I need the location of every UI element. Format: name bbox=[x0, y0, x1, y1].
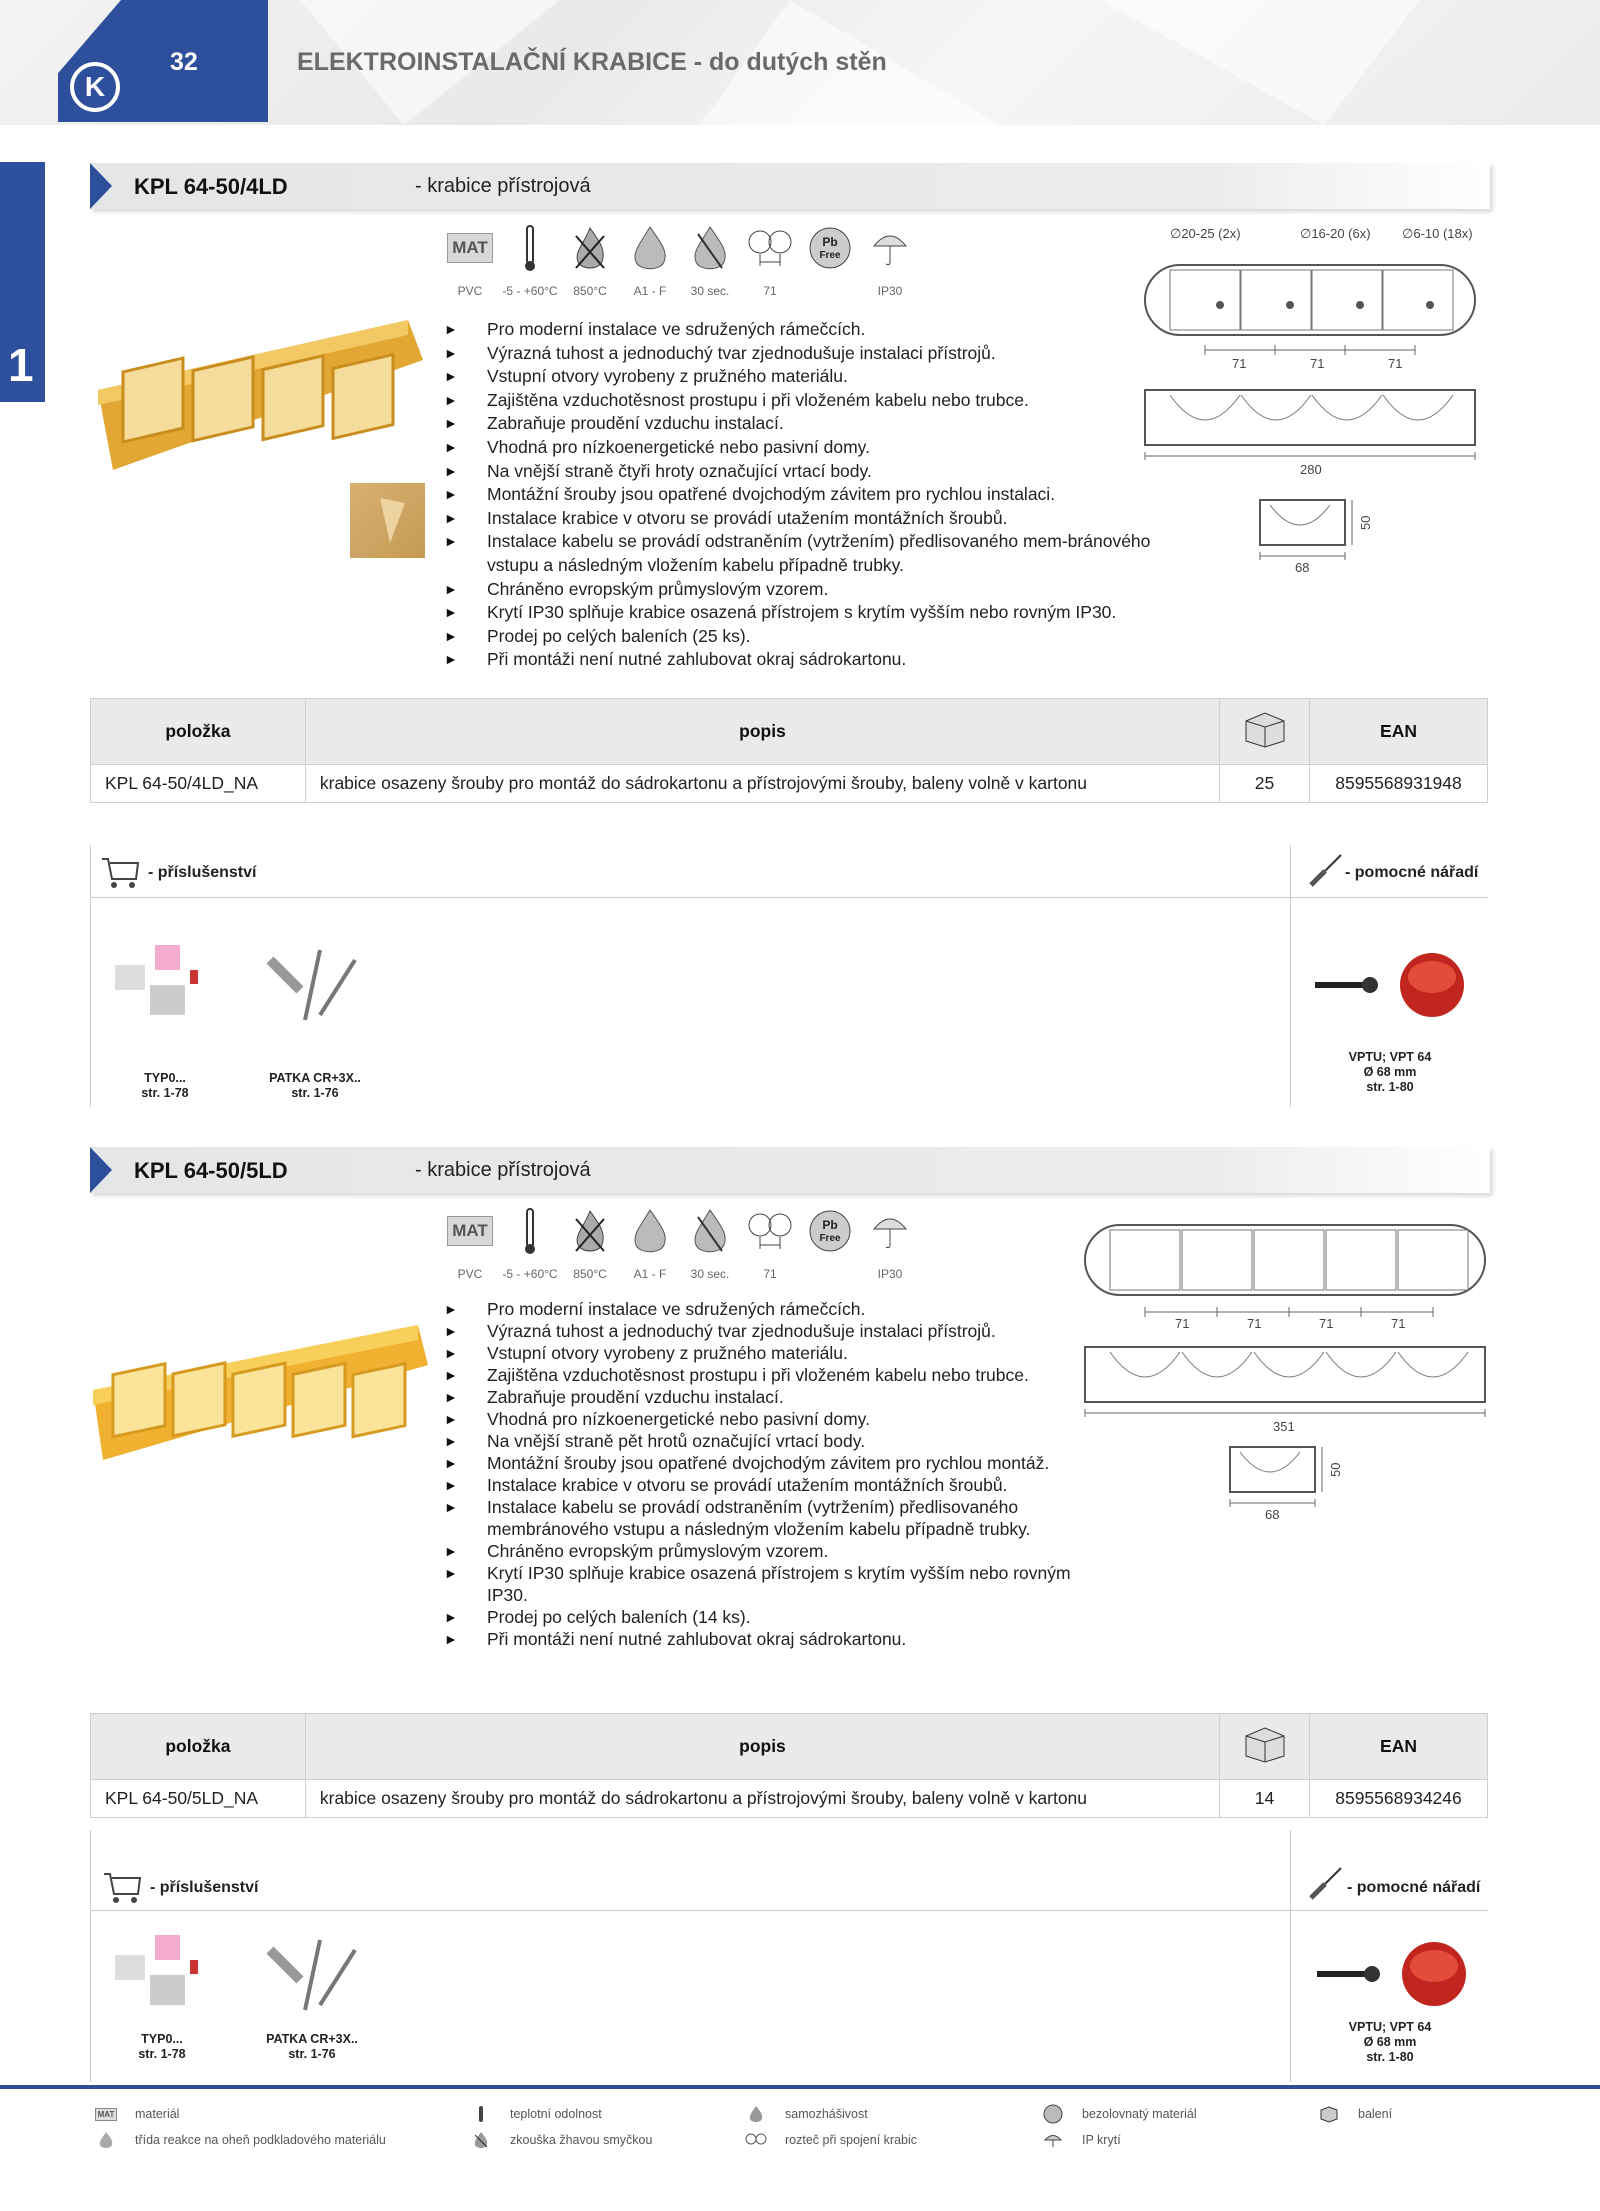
svg-text:68: 68 bbox=[1295, 560, 1310, 575]
svg-text:351: 351 bbox=[1273, 1419, 1295, 1434]
feature-list-2 bbox=[444, 1298, 1084, 1650]
feature-item: ► Vstupní otvory vyrobeny z pružného materiálu. bbox=[444, 365, 1164, 389]
technical-drawing-1 bbox=[1130, 220, 1490, 595]
glow-wire-icon bbox=[570, 224, 610, 272]
property-icons-2: MAT PVC -5 - +60°C 850°C A1 - F 30 sec. 71 Pb Free IP30 bbox=[440, 1207, 920, 1281]
page-title: ELEKTROINSTALAČNÍ KRABICE - do dutých stěn bbox=[297, 48, 887, 76]
feature-item: ► Výrazná tuhost a jednoduchý tvar zjednodušuje instalaci přístrojů. bbox=[444, 342, 1164, 366]
mat-icon: MAT bbox=[447, 233, 493, 263]
product-photo-2 bbox=[88, 1310, 428, 1470]
col-ean: EAN bbox=[1310, 1714, 1488, 1780]
umbrella-icon bbox=[1042, 2131, 1064, 2149]
feature-item: ► Instalace krabice v otvoru se provádí utažením montážních šroubů. bbox=[444, 1474, 1084, 1496]
product-table-2 bbox=[90, 1713, 1488, 1818]
flame-icon bbox=[690, 1207, 730, 1255]
table-row: KPL 64-50/4LD_NA krabice osazeny šrouby pro montáž do sádrokartonu a přístrojovými šrouby, baleny volně v kartonu 25 8595568931948 bbox=[91, 765, 1488, 803]
col-desc: popis bbox=[305, 699, 1219, 765]
feature-item: ► Pro moderní instalace ve sdružených rámečcích. bbox=[444, 318, 1164, 342]
svg-text:Pb: Pb bbox=[822, 235, 838, 249]
product-desc: - krabice přístrojová bbox=[415, 1159, 591, 1181]
feature-item: ► Na vnější straně čtyři hroty označující vrtací body. bbox=[444, 460, 1164, 484]
drop-flame-icon bbox=[630, 1207, 670, 1255]
feature-item: ► Montážní šrouby jsou opatřené dvojchodým závitem pro rychlou instalaci. bbox=[444, 483, 1164, 507]
flame-icon bbox=[745, 2105, 767, 2123]
screwdriver-icon bbox=[1305, 1864, 1345, 1909]
product-code: KPL 64-50/5LD bbox=[134, 1158, 288, 1183]
svg-text:71: 71 bbox=[1232, 356, 1247, 371]
feature-item: ► Vhodná pro nízkoenergetické nebo pasivní domy. bbox=[444, 1408, 1084, 1430]
feature-item: ► Pro moderní instalace ve sdružených rámečcích. bbox=[444, 1298, 1084, 1320]
feature-item: ► Montážní šrouby jsou opatřené dvojchodým závitem pro rychlou montáž. bbox=[444, 1452, 1084, 1474]
feature-item: ► Chráněno evropským průmyslovým vzorem. bbox=[444, 578, 1164, 602]
accessories-section-2 bbox=[90, 1830, 1488, 2082]
pitch-icon bbox=[745, 2131, 767, 2149]
svg-text:Free: Free bbox=[819, 250, 841, 261]
umbrella-icon bbox=[870, 224, 910, 272]
svg-text:∅6-10 (18x): ∅6-10 (18x) bbox=[1402, 226, 1473, 241]
feature-item: ► Zabraňuje proudění vzduchu instalací. bbox=[444, 1386, 1084, 1408]
feature-item: ► Krytí IP30 splňuje krabice osazená přístrojem s krytím vyšším nebo rovným IP30. bbox=[444, 601, 1164, 625]
tools-label: - pomocné nářadí bbox=[1345, 864, 1479, 881]
tools-label: - pomocné nářadí bbox=[1347, 1879, 1481, 1896]
feature-list-1 bbox=[444, 318, 1164, 672]
feature-item: ► Zajištěna vzduchotěsnost prostupu i při vloženém kabelu nebo trubce. bbox=[444, 389, 1164, 413]
svg-text:71: 71 bbox=[1247, 1316, 1262, 1331]
svg-text:∅16-20 (6x): ∅16-20 (6x) bbox=[1300, 226, 1371, 241]
feature-item: ► Chráněno evropským průmyslovým vzorem. bbox=[444, 1540, 1084, 1562]
feature-item: ► Vhodná pro nízkoenergetické nebo pasivní domy. bbox=[444, 436, 1164, 460]
thermometer-icon bbox=[470, 2105, 492, 2123]
detail-photo-1 bbox=[350, 483, 425, 558]
svg-text:71: 71 bbox=[1319, 1316, 1334, 1331]
screwdriver-icon bbox=[1305, 851, 1345, 896]
product-desc: - krabice přístrojová bbox=[415, 175, 591, 197]
accessory-caption: TYP0... str. 1-78 bbox=[141, 1071, 189, 1100]
umbrella-icon bbox=[870, 1207, 910, 1255]
product-photo-1 bbox=[88, 300, 428, 480]
connector-image bbox=[110, 940, 200, 1035]
property-icons-1: MAT PVC -5 - +60°C 850°C A1 - F 30 sec. 71 Pb Free IP30 bbox=[440, 224, 920, 298]
cart-icon bbox=[102, 1870, 142, 1911]
svg-text:Pb: Pb bbox=[822, 1218, 838, 1232]
feature-item: ► Krytí IP30 splňuje krabice osazená přístrojem s krytím vyšším nebo rovným IP30. bbox=[444, 1562, 1084, 1606]
product-code: KPL 64-50/4LD bbox=[134, 174, 288, 199]
box-icon bbox=[1220, 1714, 1310, 1780]
tool-caption: VPTU; VPT 64 Ø 68 mm str. 1-80 bbox=[1348, 1050, 1432, 1094]
feature-item: ► Na vnější straně pět hrotů označující vrtací body. bbox=[444, 1430, 1084, 1452]
glow-wire-icon bbox=[570, 1207, 610, 1255]
pitch-icon bbox=[746, 1207, 794, 1255]
box-icon bbox=[1318, 2105, 1340, 2123]
pb-free-icon bbox=[1042, 2105, 1064, 2123]
drop-flame-icon bbox=[95, 2131, 117, 2149]
page-number: 32 bbox=[170, 48, 198, 76]
svg-text:280: 280 bbox=[1300, 462, 1322, 477]
mat-icon: MAT bbox=[95, 2105, 117, 2123]
glow-wire-icon bbox=[470, 2131, 492, 2149]
feature-item: ► Výrazná tuhost a jednoduchý tvar zjednodušuje instalaci přístrojů. bbox=[444, 1320, 1084, 1342]
accessories-label: - příslušenství bbox=[148, 864, 257, 881]
svg-text:∅20-25 (2x): ∅20-25 (2x) bbox=[1170, 226, 1241, 241]
tool-caption: VPTU; VPT 64 Ø 68 mm str. 1-80 bbox=[1348, 2020, 1432, 2064]
feature-item: ► Vstupní otvory vyrobeny z pružného materiálu. bbox=[444, 1342, 1084, 1364]
feature-item: ► Zabraňuje proudění vzduchu instalací. bbox=[444, 412, 1164, 436]
svg-text:50: 50 bbox=[1358, 515, 1373, 530]
thermometer-icon bbox=[522, 1207, 538, 1255]
svg-text:50: 50 bbox=[1328, 1462, 1343, 1477]
feature-item: ► Instalace kabelu se provádí odstraněním (vytržením) předlisovaného membránového vstupu a následným vložením kabelu případně trubky. bbox=[444, 1496, 1084, 1540]
feature-item: ► Instalace krabice v otvoru se provádí utažením montážních šroubů. bbox=[444, 507, 1164, 531]
col-item: položka bbox=[91, 1714, 306, 1780]
col-desc: popis bbox=[305, 1714, 1219, 1780]
product-header-2 bbox=[90, 1147, 1490, 1193]
mat-icon: MAT bbox=[447, 1216, 493, 1246]
accessories-section-1 bbox=[90, 845, 1488, 1107]
svg-text:71: 71 bbox=[1175, 1316, 1190, 1331]
product-table-1 bbox=[90, 698, 1488, 803]
technical-drawing-2 bbox=[1080, 1215, 1490, 1540]
accessory-caption: PATKA CR+3X.. str. 1-76 bbox=[269, 1071, 361, 1100]
accessory-caption: TYP0... str. 1-78 bbox=[138, 2032, 186, 2061]
chapter-tab: 1 bbox=[0, 162, 45, 402]
pb-free-icon bbox=[806, 1207, 854, 1255]
product-header-1 bbox=[90, 163, 1490, 209]
hole-saw-image bbox=[1312, 1934, 1472, 2019]
feature-item: ► Při montáži není nutné zahlubovat okraj sádrokartonu. bbox=[444, 648, 1164, 672]
pb-free-icon bbox=[806, 224, 854, 272]
connector-image bbox=[110, 1930, 200, 2025]
feature-item: ► Při montáži není nutné zahlubovat okraj sádrokartonu. bbox=[444, 1628, 1084, 1650]
thermometer-icon bbox=[522, 224, 538, 272]
svg-text:68: 68 bbox=[1265, 1507, 1280, 1522]
accessories-label: - příslušenství bbox=[150, 1879, 259, 1896]
svg-text:Free: Free bbox=[819, 1233, 841, 1244]
screw-anchor-image bbox=[260, 940, 370, 1035]
feature-item: ► Instalace kabelu se provádí odstraněním (vytržením) předlisovaného mem-bránového vstupu a následným vložením kabelu případně trubky. bbox=[444, 530, 1164, 577]
cart-icon bbox=[100, 855, 140, 896]
col-ean: EAN bbox=[1310, 699, 1488, 765]
pitch-icon bbox=[746, 224, 794, 272]
screw-anchor-image bbox=[260, 1930, 370, 2025]
svg-text:71: 71 bbox=[1391, 1316, 1406, 1331]
feature-item: ► Zajištěna vzduchotěsnost prostupu i při vloženém kabelu nebo trubce. bbox=[444, 1364, 1084, 1386]
svg-text:71: 71 bbox=[1310, 356, 1325, 371]
feature-item: ► Prodej po celých baleních (25 ks). bbox=[444, 625, 1164, 649]
accessory-caption: PATKA CR+3X.. str. 1-76 bbox=[266, 2032, 358, 2061]
flame-icon bbox=[690, 224, 730, 272]
drop-flame-icon bbox=[630, 224, 670, 272]
svg-text:71: 71 bbox=[1388, 356, 1403, 371]
box-icon bbox=[1220, 699, 1310, 765]
feature-item: ► Prodej po celých baleních (14 ks). bbox=[444, 1606, 1084, 1628]
table-row: KPL 64-50/5LD_NA krabice osazeny šrouby pro montáž do sádrokartonu a přístrojovými šrouby, baleny volně v kartonu 14 8595568934246 bbox=[91, 1780, 1488, 1818]
legend-footer: MAT materiál teplotní odolnost samozhášivost bezolovnatý materiál balení třída reakce na oheň podkladového materiálu zkouška žhavou smyčkou rozteč při spojení krabic IP krytí bbox=[0, 2085, 1600, 2211]
brand-logo: K bbox=[70, 62, 120, 112]
hole-saw-image bbox=[1310, 945, 1470, 1030]
col-item: položka bbox=[91, 699, 306, 765]
